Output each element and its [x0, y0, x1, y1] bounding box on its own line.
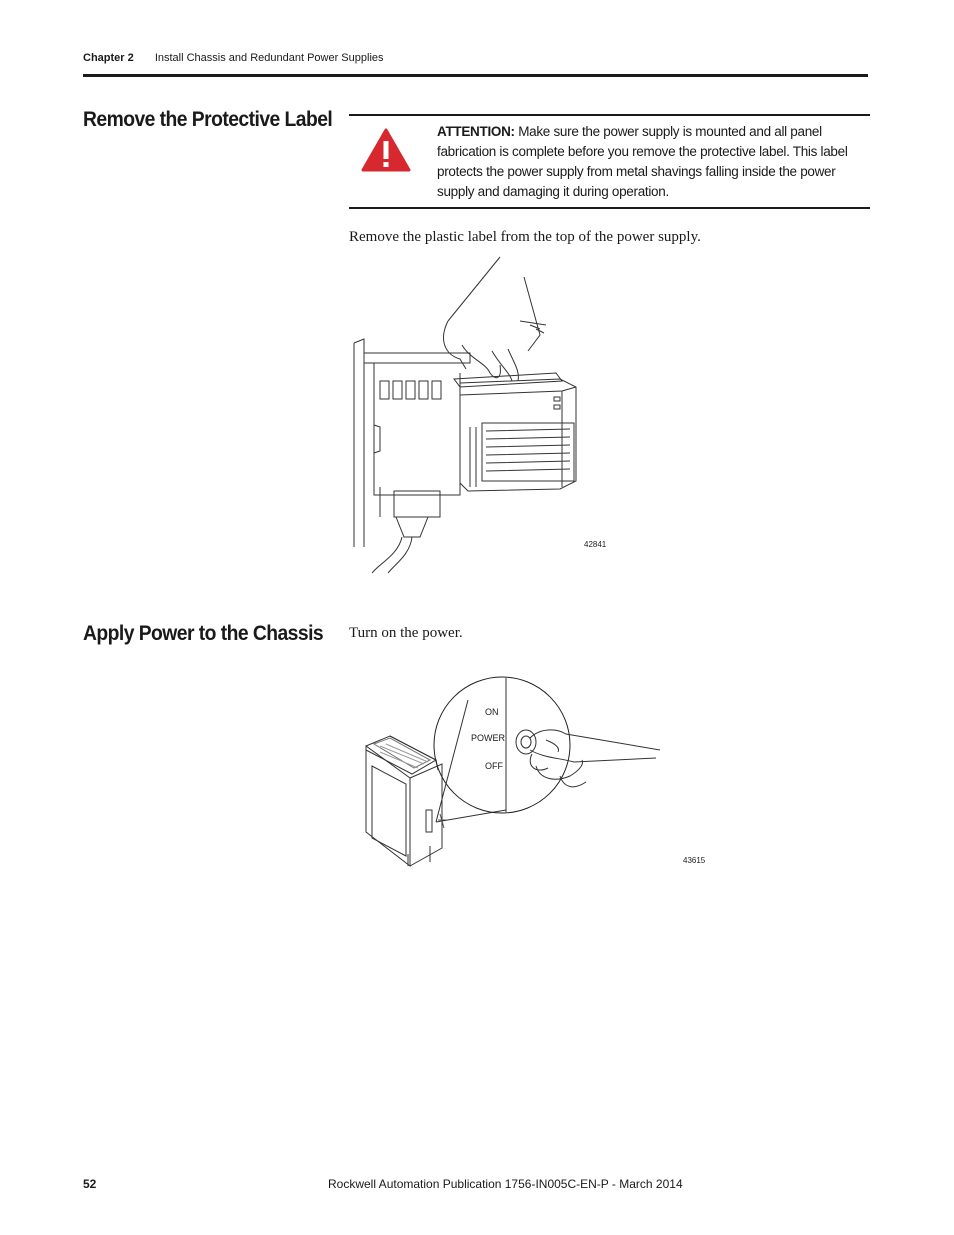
section-title-apply-power: Apply Power to the Chassis — [83, 622, 324, 645]
figure-id-42841: 42841 — [584, 540, 607, 549]
chapter-number: Chapter 2 — [83, 52, 134, 64]
attention-box — [349, 114, 870, 209]
attention-body: Make sure the power supply is mounted and all panel fabrication is complete before you remove the protective label. This label protects the power supply from metal shavings falling inside the power supply and damaging it during operation. — [437, 124, 848, 199]
remove-label-illustration — [350, 255, 610, 575]
attention-label: ATTENTION: — [437, 124, 515, 139]
switch-on-label: ON — [485, 707, 499, 717]
switch-off-label: OFF — [485, 761, 503, 771]
attention-message — [437, 122, 857, 202]
apply-power-instruction: Turn on the power. — [349, 625, 463, 641]
section-title-remove-label: Remove the Protective Label — [83, 108, 333, 131]
header-rule — [83, 74, 868, 77]
page-number: 52 — [83, 1177, 97, 1191]
chapter-title: Install Chassis and Redundant Power Supplies — [154, 52, 384, 64]
publication-info: Rockwell Automation Publication 1756-IN005C-EN-P - March 2014 — [328, 1177, 683, 1191]
warning-triangle-icon — [361, 128, 411, 172]
switch-power-label: POWER — [471, 733, 506, 743]
remove-label-instruction: Remove the plastic label from the top of the power supply. — [349, 229, 701, 245]
running-header — [83, 52, 384, 64]
power-switch-illustration — [360, 670, 670, 875]
figure-id-43615: 43615 — [683, 856, 706, 865]
